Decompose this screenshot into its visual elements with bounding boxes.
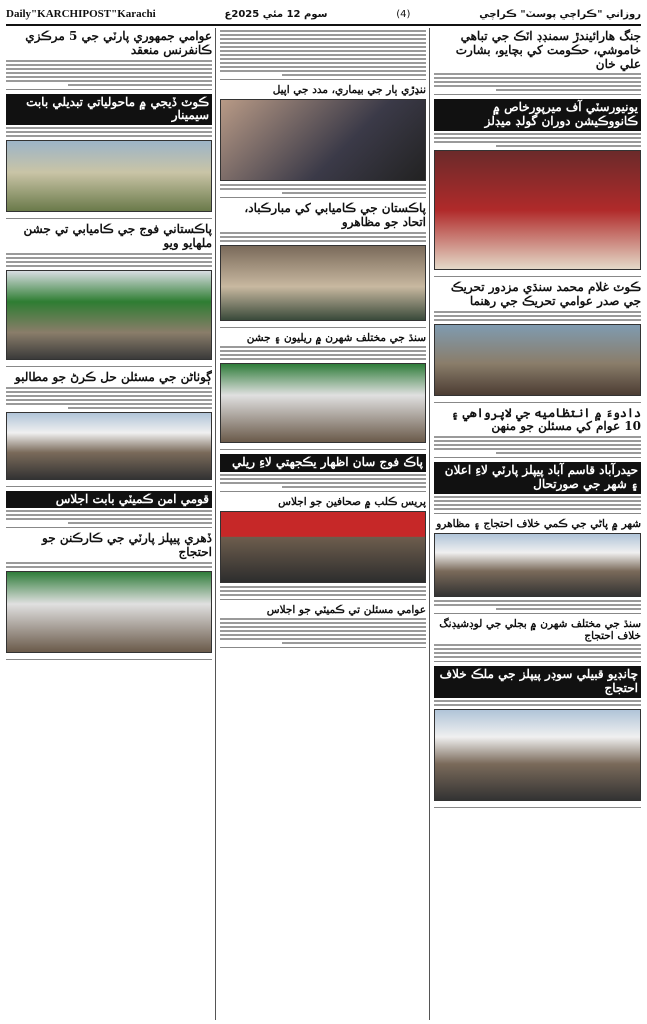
story-photo	[434, 709, 641, 801]
story	[434, 666, 641, 808]
story-body	[220, 474, 426, 488]
story-photo	[220, 99, 426, 181]
story-headline: جنگ هارائيندڙ سمنڊڊ اٽڪ جي تباهي خاموشي، حڪومت کي بچايو، بشارت علي خان	[455, 29, 641, 71]
story-photo	[6, 412, 212, 480]
newspaper-title-urdu: روزاني "ڪراچي پوسٽ" ڪراچي	[479, 8, 641, 20]
story	[6, 532, 212, 660]
story-headline: پاڪستان جي ڪاميابي کي مبارڪباد، اتحاد جو مظاهرو	[244, 201, 426, 229]
masthead	[6, 4, 641, 26]
story-headline: پريس ڪلب ۾ صحافين جو اجلاس	[278, 495, 426, 508]
story-headline: پاڪ فوج سان اظهار يڪجهتي لاءِ ريلي	[220, 454, 426, 472]
story-photo	[220, 511, 426, 583]
story-photo	[6, 270, 212, 360]
story-body	[6, 387, 212, 409]
story-headline: يونيورسٽي آف ميرپورخاص ۾ ڪانووڪيشن دوران گولڊ ميڊلز	[434, 99, 641, 131]
story	[434, 99, 641, 277]
story	[434, 407, 641, 459]
story	[220, 30, 426, 80]
story-body	[434, 73, 641, 91]
story-body	[434, 644, 641, 658]
story-body	[434, 600, 641, 610]
story-body	[220, 232, 426, 242]
story	[6, 30, 212, 90]
column-right	[434, 28, 641, 1020]
issue-date: سوم 12 مئي 2025ع	[224, 8, 328, 20]
story-headline: قومي امن ڪميٽي بابت اجلاس	[6, 491, 212, 509]
story-body	[220, 30, 426, 76]
story-photo	[220, 245, 426, 321]
story-photo	[6, 571, 212, 653]
story-photo	[434, 150, 641, 270]
story	[6, 491, 212, 529]
story	[6, 371, 212, 487]
story	[6, 94, 212, 220]
story-headline: ڪوٽ غلام محمد سنڌي مزدور تحريڪ جي صدر عوامي تحريڪ جي رهنما	[450, 279, 641, 308]
column-middle	[220, 28, 426, 1020]
story-headline: پاڪستاني فوج جي ڪاميابي تي جشن ملهايو ويو	[23, 222, 212, 250]
newspaper-title-english: Daily"KARCHIPOST"Karachi	[6, 8, 156, 20]
story	[220, 202, 426, 328]
column-divider	[429, 28, 430, 1020]
story	[6, 223, 212, 367]
column-divider	[215, 28, 216, 1020]
story-body	[220, 346, 426, 360]
story-headline: سنڌ جي مختلف شهرن ۾ بجلي جي لوڊشيڊنگ خلاف احتجاج	[439, 617, 641, 642]
story-body	[6, 60, 212, 86]
story-body	[220, 586, 426, 596]
story-photo	[220, 363, 426, 443]
story-headline: ننڍڙي ٻار جي بيماري، مدد جي اپيل	[272, 84, 426, 96]
story	[220, 332, 426, 450]
story	[220, 496, 426, 600]
story-photo	[434, 324, 641, 396]
story-headline: ڳوٺاڻن جي مسئلن حل ڪرڻ جو مطالبو	[14, 369, 212, 384]
story-photo	[6, 140, 212, 212]
story-headline: عوامي جمهوري پارٽي جي 5 مرڪزي ڪانفرنس منعقد	[25, 29, 212, 57]
story	[220, 84, 426, 198]
story-body	[220, 618, 426, 644]
story-headline: دادوءَ ۾ انتظاميه جي لاپرواهي ۽ 10 عوام کي مسئلن جو منهن	[451, 405, 641, 434]
story-headline: حيدرآباد قاسم آباد پيپلز پارٽي لاءِ اعلان ۽ شهر جي صورتحال	[434, 462, 641, 494]
story-headline: چانڊيو قبيلي سوڊر پيپلز جي ملڪ خلاف احتجاج	[434, 666, 641, 698]
column-left	[6, 28, 212, 1020]
story	[220, 454, 426, 492]
story	[434, 281, 641, 403]
story-headline: عوامي مسئلن تي ڪميٽي جو اجلاس	[266, 603, 426, 616]
story	[220, 604, 426, 648]
story-body	[220, 184, 426, 194]
story-body	[6, 127, 212, 137]
story-headline: ڏهري پيپلز پارٽي جي ڪارڪنن جو احتجاج	[42, 531, 212, 560]
story-body	[6, 253, 212, 267]
story-body	[434, 436, 641, 454]
story	[434, 618, 641, 662]
story	[434, 30, 641, 95]
story	[434, 518, 641, 614]
story-body	[434, 496, 641, 510]
story-body	[434, 133, 641, 147]
page-number: (4)	[396, 8, 411, 20]
story-body	[6, 510, 212, 524]
story-body	[434, 311, 641, 321]
story-photo	[434, 533, 641, 597]
story-body	[434, 700, 641, 706]
story-body	[6, 562, 212, 568]
story-headline: ڪوٽ ڏيجي ۾ ماحولياتي تبديلي بابت سيمينار	[6, 94, 212, 126]
story-headline: سنڌ جي مختلف شهرن ۾ ريليون ۽ جشن	[246, 331, 426, 344]
story-headline: شهر ۾ پاڻي جي ڪمي خلاف احتجاج ۽ مظاهرو	[436, 517, 641, 530]
story	[434, 462, 641, 514]
